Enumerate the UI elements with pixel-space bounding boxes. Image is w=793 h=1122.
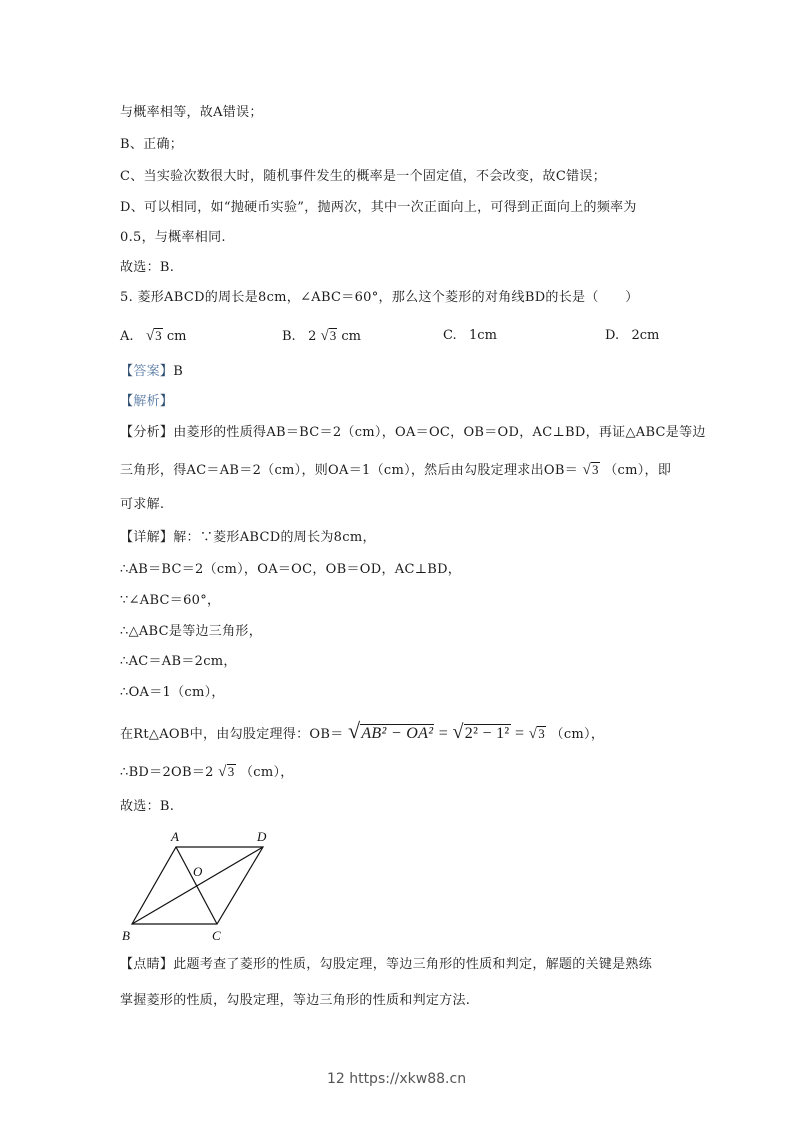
answer-value: B — [173, 364, 184, 379]
sqrt-expression: √3 — [320, 328, 337, 344]
question-number: 5. — [120, 290, 134, 305]
sqrt-expression: √3 — [218, 764, 235, 780]
sqrt-expression: √3 — [145, 328, 162, 344]
dianjing-line-1: 【点睛】此题考查了菱形的性质，勾股定理，等边三角形的性质和判定，解题的关键是熟练 — [120, 957, 653, 972]
option-b — [282, 327, 361, 346]
xiangjie-tag: 【详解】 — [120, 530, 174, 545]
text-line: C、当实验次数很大时，随机事件发生的概率是一个固定值，不会改变，故C错误； — [120, 169, 606, 184]
xiangjie-line-9: 故选：B. — [120, 799, 175, 814]
option-unit: cm — [166, 329, 187, 344]
option-label: C. — [443, 328, 457, 343]
answer-tag: 【答案】 — [120, 364, 174, 379]
sqrt-expression: √3 — [528, 726, 546, 742]
xiangjie-line-5: ∴AC＝AB＝2cm， — [120, 654, 237, 669]
xiangjie-line-1: 【详解】解：∵菱形ABCD的周长为8cm， — [120, 530, 376, 545]
xiangjie-line-2: ∴AB＝BC＝2（cm），OA＝OC，OB＝OD，AC⊥BD， — [120, 562, 462, 577]
vertex-label-b: B — [122, 928, 130, 943]
fenxi-line-1: 【分析】由菱形的性质得AB＝BC＝2（cm），OA＝OC，OB＝OD，AC⊥BD，再证△ABC是等边 — [120, 425, 706, 440]
option-text: 2cm — [631, 328, 660, 343]
center-label-o: O — [193, 864, 203, 879]
sqrt-expression: √3 — [582, 462, 599, 478]
text-line: D、可以相同，如“抛硬币实验”，抛两次，其中一次正面向上，可得到正面向上的频率为 — [120, 200, 637, 215]
option-coefficient: 2 — [308, 329, 317, 344]
fenxi-tag: 【分析】 — [120, 425, 174, 440]
text-line: 0.5，与概率相同. — [120, 230, 226, 245]
xiangjie-line-4: ∴△ABC是等边三角形， — [120, 624, 262, 639]
option-unit: cm — [341, 329, 361, 344]
question-stem — [120, 289, 639, 307]
option-a — [120, 327, 186, 346]
vertex-label-a: A — [171, 829, 179, 844]
option-c — [443, 327, 497, 345]
sqrt-expression: √AB² − OA² — [347, 718, 434, 743]
text-line: 与概率相等，故A错误； — [120, 105, 263, 120]
option-d — [605, 327, 659, 345]
option-label: D. — [605, 328, 620, 343]
analysis-header — [120, 393, 173, 411]
xiangjie-line-8: ∴BD＝2OB＝2 √3 （cm）， — [120, 764, 294, 780]
analysis-tag: 【解析】 — [120, 394, 174, 409]
xiangjie-line-7: 在Rt△AOB中，由勾股定理得：OB＝ √AB² − OA² = √2² − 1² = √3 （cm）， — [120, 718, 605, 743]
diagonal-bd — [132, 847, 263, 924]
rhombus-diagram — [116, 826, 286, 946]
text-line: 故选：B. — [120, 260, 175, 275]
option-label: A. — [120, 329, 134, 344]
page-footer: 12 https://xkw88.cn — [326, 1071, 467, 1087]
vertex-label-d: D — [257, 829, 267, 844]
option-label: B. — [282, 329, 296, 344]
dianjing-tag: 【点睛】 — [120, 957, 174, 972]
vertex-label-c: C — [212, 928, 221, 943]
dianjing-line-2: 掌握菱形的性质，勾股定理，等边三角形的性质和判定方法. — [120, 993, 471, 1008]
question-text: 菱形ABCD的周长是8cm，∠ABC＝60°，那么这个菱形的对角线BD的长是（ ） — [137, 290, 639, 305]
fenxi-line-2: 三角形，得AC＝AB＝2（cm），则OA＝1（cm），然后由勾股定理求出OB＝ √3 （cm），即 — [120, 462, 672, 478]
option-text: 1cm — [469, 328, 497, 343]
sqrt-expression: √2² − 1² — [452, 721, 510, 743]
answer-line — [120, 363, 183, 381]
xiangjie-line-3: ∵∠ABC＝60°， — [120, 593, 221, 608]
fenxi-line-3: 可求解. — [120, 497, 165, 512]
xiangjie-line-6: ∴OA＝1（cm）， — [120, 685, 225, 700]
text-line: B、正确； — [120, 137, 184, 152]
